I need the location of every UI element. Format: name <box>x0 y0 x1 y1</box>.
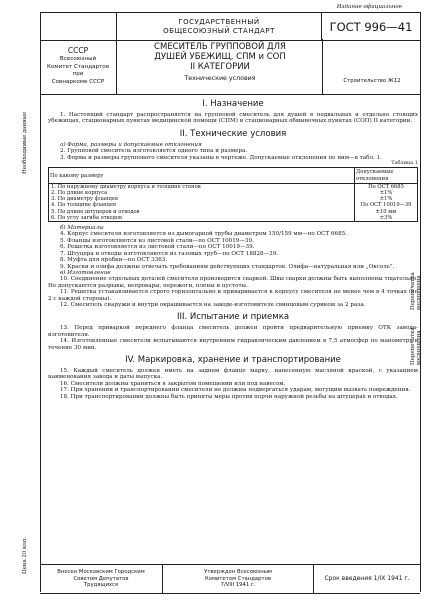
footer-line: Советом Депутатов <box>73 575 129 582</box>
margin-reprint-note: Перепечатка воспрещена <box>410 327 422 365</box>
footer-submitted-by <box>40 565 163 593</box>
table-cell: ±10 мм <box>355 209 418 215</box>
country-label: СССР <box>67 46 89 55</box>
table-label: Таблица 1 <box>391 160 418 167</box>
document-body <box>48 95 418 400</box>
paragraph: 6. Решетка изготовляется из листовой стали—по ОСТ 10019—39. <box>60 244 255 251</box>
tolerance-table <box>48 167 418 222</box>
paragraph: 5. Фланцы изготовляются из листовой стали—по ОСТ 10019—39. <box>60 237 254 244</box>
header-divider <box>116 39 117 94</box>
paragraph: 4. Корпус смесителя изготовляется из дымогарной трубы диаметром 150/159 мм—по ОСТ 6685. <box>60 231 347 238</box>
standard-kind <box>117 13 322 40</box>
table-cell: По ОСТ 6685 <box>355 183 418 190</box>
footer-line: Трудящихся <box>83 582 119 589</box>
table-row <box>49 183 418 190</box>
table-header: По какому размеру <box>49 168 355 183</box>
table-cell: 5. По длине штуцеров и отводов <box>49 209 355 215</box>
section-heading: I. Назначение <box>202 99 264 109</box>
issuing-authority <box>40 39 116 93</box>
authority-line: Всесоюзный <box>59 56 97 62</box>
paragraph: 10. Соединение отдельных деталей смесителя производится сваркой. Швы сварки должны быть выполнены тщательно. Не допускаются разрывы, непровары, пережоги, плены и пустоты. <box>48 276 418 289</box>
authority-line: Комитет Стандартов <box>46 63 110 70</box>
paragraph: 8. Муфта для пробки—по ОСТ 3363. <box>60 257 168 264</box>
footer-line: Комитетом Стандартов <box>204 575 271 582</box>
section-heading: II. Технические условия <box>179 128 287 139</box>
paragraph: 13. Перед приваркой переднего фланца смеситель должен пройти предварительную приемку ОТК завода-изготовителя. <box>48 325 418 338</box>
table-cell: 1. По наружному диаметру корпуса и толщине стенок <box>49 183 355 190</box>
paragraph: 17. При хранении и транспортировании смесители не должны подвергаться ударам, могущим вызвать повреждения. <box>60 387 411 394</box>
paragraph: 18. При транспортировании должны быть приняты меры против порчи наружной резьбы на штуцерах и отводах. <box>60 393 398 400</box>
document-footer <box>40 564 420 594</box>
table-cell: 3. По диаметру фланцев <box>49 196 355 202</box>
paragraph: 12. Смеситель снаружи и внутри окрашивается на заводе-изготовителе свинцовым суриком за 2 раза. <box>60 301 366 308</box>
footer-effective-date: Срок введения 1/IX 1941 г. <box>324 574 410 582</box>
footer-line: Утвержден Всесоюзным <box>204 569 272 576</box>
standard-title-block <box>120 42 320 82</box>
table-row <box>49 215 418 222</box>
left-border <box>40 12 41 592</box>
paragraph: 2. Групповой смеситель изготовляется одного типа и размера. <box>60 148 248 155</box>
subsection-heading: а) Форма, размеры и допускаемые отклонения <box>60 141 202 148</box>
standard-subtitle: Технические условия <box>184 75 256 82</box>
section-heading: III. Испытание и приемка <box>176 312 290 323</box>
margin-required-data: Необходимые данные <box>22 112 28 175</box>
subsection-heading: в) Изготовление <box>60 269 111 276</box>
table-cell: ±3% <box>355 215 418 222</box>
standard-title-line: СМЕСИТЕЛЬ ГРУППОВОЙ ДЛЯ <box>154 42 286 52</box>
standard-title-line: ДУШЕЙ УБЕЖИЩ, СПМ и СОП <box>154 52 286 62</box>
paragraph: 14. Изготовленные смесители испытываются внутренним гидравлическим давлением в 7,5 атмосфер по манометру в течение 30 мин. <box>48 338 418 351</box>
standard-kind-line2: ОБЩЕСОЮЗНЫЙ СТАНДАРТ <box>163 26 275 35</box>
paragraph: 15. Каждый смеситель должен иметь на заднем фланце марку, нанесенную масляной краской, с указанием наименования завода и даты выпуска. <box>48 367 418 381</box>
paragraph: 1. Настоящий стандарт распространяется на групповой смеситель для душей в подвальных и отдельно стоящих убежищах, стационарных пунктах медицинской помощи (СПМ) и стационарных обмывочных пунктах (СОП) II категории. <box>48 112 418 125</box>
footer-line: 7/VIII 1941 г. <box>220 582 256 589</box>
table-header: Допускаемые отклонения <box>355 168 418 183</box>
margin-reprint-note-2: Перепечатка воспрещена <box>410 272 422 310</box>
table-cell: ±1% <box>355 196 418 202</box>
paragraph: 11. Решетка устанавливается строго горизонтально и приваривается к корпусу смесителя не менее чем в 4 точках (по 2 с каждой стороны). <box>48 289 418 302</box>
table-cell: 6. По углу загиба отводов <box>49 215 355 222</box>
header-divider <box>322 39 323 94</box>
section-heading: IV. Маркировка, хранение и транспортирование <box>125 354 341 365</box>
header-left-top <box>40 13 117 40</box>
standard-title-line: II КАТЕГОРИИ <box>190 62 250 72</box>
left-margin-notes <box>20 112 30 574</box>
publication-mark: Издание официальное <box>336 4 402 10</box>
authority-line: Совнаркоме СССР <box>51 78 105 85</box>
header-top-row <box>40 12 420 41</box>
paragraph: 9. Краски и олифа должны отвечать требованиям действующих стандартов. Олифа—натуральная или „Оксоль". <box>60 263 395 270</box>
paragraph: 3. Форма и размеры группового смесителя указаны в чертеже. Допускаемые отклонения по ним—в табл. 1. <box>60 154 382 161</box>
footer-approved-by <box>163 565 314 593</box>
table-cell: ±1% <box>355 190 418 196</box>
standard-kind-line1: ГОСУДАРСТВЕННЫЙ <box>178 17 260 26</box>
table-cell: 4. По толщине фланцев <box>49 202 355 208</box>
gost-number: ГОСТ 996—41 <box>329 19 413 34</box>
subsection-heading: б) Материалы <box>60 225 104 232</box>
table-cell: По ОСТ 10019—39 <box>355 202 418 208</box>
table-cell: 2. По длине корпуса <box>49 190 355 196</box>
paragraph: 16. Смесители должны храниться в закрытом помещении или под навесом. <box>60 380 286 387</box>
paragraph: 7. Штуцера и отводы изготовляются из газовых труб—по ОСТ 18828—39. <box>60 250 279 257</box>
authority-line: при <box>72 71 84 77</box>
margin-price: Цена 20 коп. <box>22 537 28 574</box>
section-code: Строительство Ж12 <box>343 78 401 84</box>
footer-line: Внесен Московским Городским <box>57 569 145 576</box>
